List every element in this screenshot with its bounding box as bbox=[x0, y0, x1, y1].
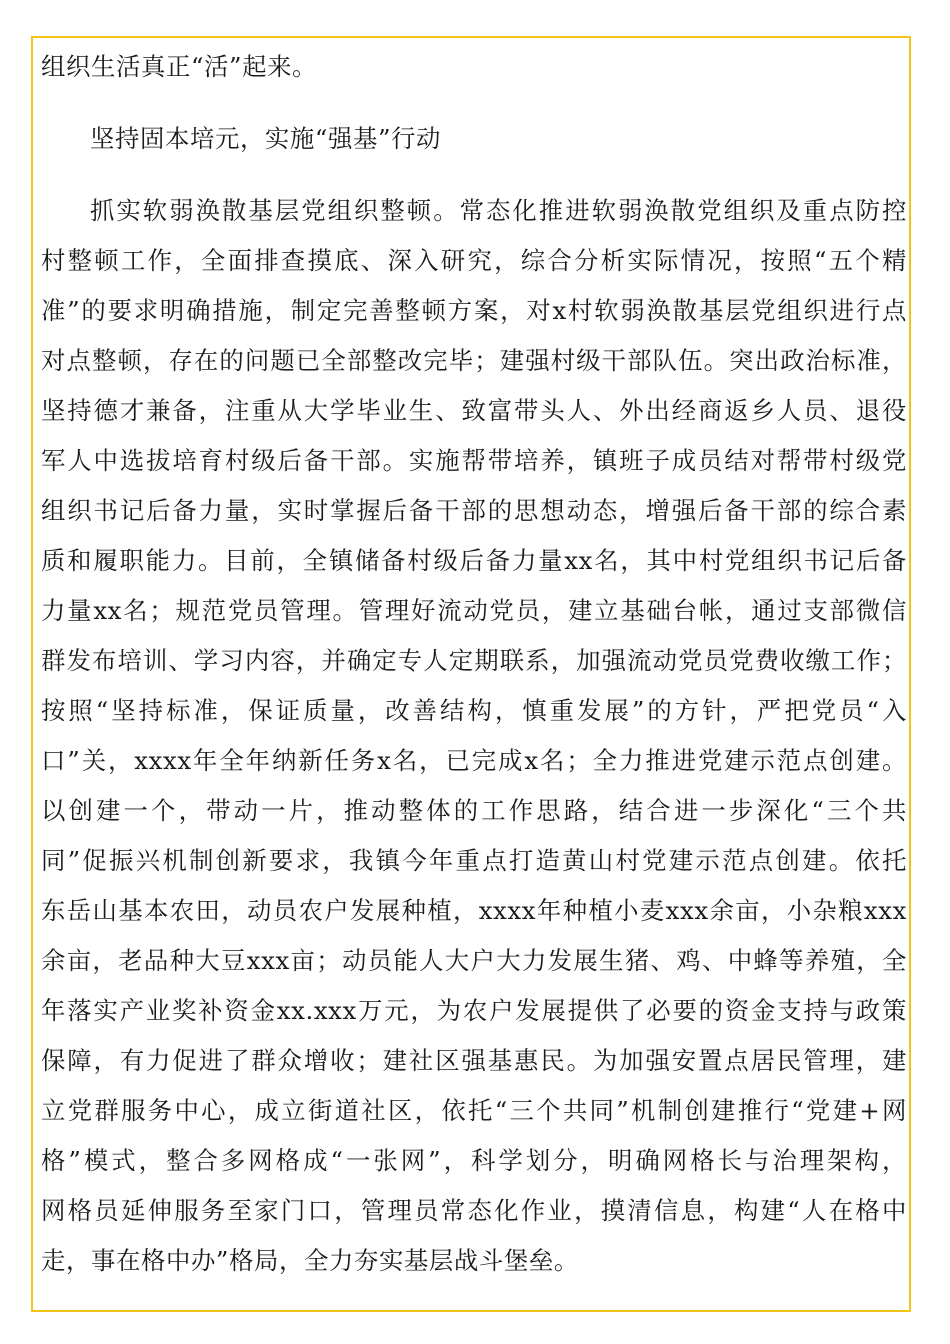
paragraph-line: 口”关，xxxx年全年纳新任务x名，已完成x名；全力推进党建示范点创建。 bbox=[41, 746, 907, 775]
paragraph-line: 坚持德才兼备，注重从大学毕业生、致富带头人、外出经商返乡人员、退役 bbox=[41, 396, 907, 425]
spacer bbox=[41, 92, 907, 114]
paragraph-line: 质和履职能力。目前，全镇储备村级后备力量xx名，其中村党组织书记后备 bbox=[41, 546, 907, 575]
paragraph-line: 村整顿工作，全面排查摸底、深入研究，综合分析实际情况，按照“五个精 bbox=[41, 246, 907, 275]
main-paragraph bbox=[41, 186, 907, 1286]
paragraph-line: 余亩，老品种大豆xxx亩；动员能人大户大力发展生猪、鸡、中蜂等养殖，全 bbox=[41, 946, 907, 975]
paragraph-line: 年落实产业奖补资金xx.xxx万元，为农户发展提供了必要的资金支持与政策 bbox=[41, 996, 907, 1025]
continuation-line: 组织生活真正“活”起来。 bbox=[41, 52, 318, 81]
document-body bbox=[41, 42, 907, 1286]
paragraph-line: 群发布培训、学习内容，并确定专人定期联系，加强流动党员党费收缴工作； bbox=[41, 646, 907, 675]
paragraph-line: 东岳山基本农田，动员农户发展种植，xxxx年种植小麦xxx余亩，小杂粮xxx bbox=[41, 896, 907, 925]
paragraph-line: 对点整顿，存在的问题已全部整改完毕；建强村级干部队伍。突出政治标准， bbox=[41, 346, 907, 375]
paragraph-line: 走，事在格中办”格局，全力夯实基层战斗堡垒。 bbox=[41, 1246, 579, 1275]
paragraph-line: 保障，有力促进了群众增收；建社区强基惠民。为加强安置点居民管理，建 bbox=[41, 1046, 907, 1075]
paragraph-line: 同”促振兴机制创新要求，我镇今年重点打造黄山村党建示范点创建。依托 bbox=[41, 846, 907, 875]
paragraph-line: 以创建一个，带动一片，推动整体的工作思路，结合进一步深化“三个共 bbox=[41, 796, 907, 825]
paragraph-line: 抓实软弱涣散基层党组织整顿。常态化推进软弱涣散党组织及重点防控 bbox=[90, 196, 907, 225]
spacer bbox=[41, 164, 907, 186]
paragraph-line: 组织书记后备力量，实时掌握后备干部的思想动态，增强后备干部的综合素 bbox=[41, 496, 907, 525]
paragraph-line: 立党群服务中心，成立街道社区，依托“三个共同”机制创建推行“党建+网 bbox=[41, 1096, 907, 1125]
paragraph-line: 军人中选拔培育村级后备干部。实施帮带培养，镇班子成员结对帮带村级党 bbox=[41, 446, 907, 475]
paragraph-line: 格”模式，整合多网格成“一张网”，科学划分，明确网格长与治理架构， bbox=[41, 1146, 907, 1175]
section-heading: 坚持固本培元，实施“强基”行动 bbox=[90, 124, 442, 153]
paragraph-line: 网格员延伸服务至家门口，管理员常态化作业，摸清信息，构建“人在格中 bbox=[41, 1196, 907, 1225]
paragraph-line: 准”的要求明确措施，制定完善整顿方案，对x村软弱涣散基层党组织进行点 bbox=[41, 296, 907, 325]
paragraph-line: 力量xx名；规范党员管理。管理好流动党员，建立基础台帐，通过支部微信 bbox=[41, 596, 907, 625]
paragraph-line: 按照“坚持标准，保证质量，改善结构，慎重发展”的方针，严把党员“入 bbox=[41, 696, 907, 725]
